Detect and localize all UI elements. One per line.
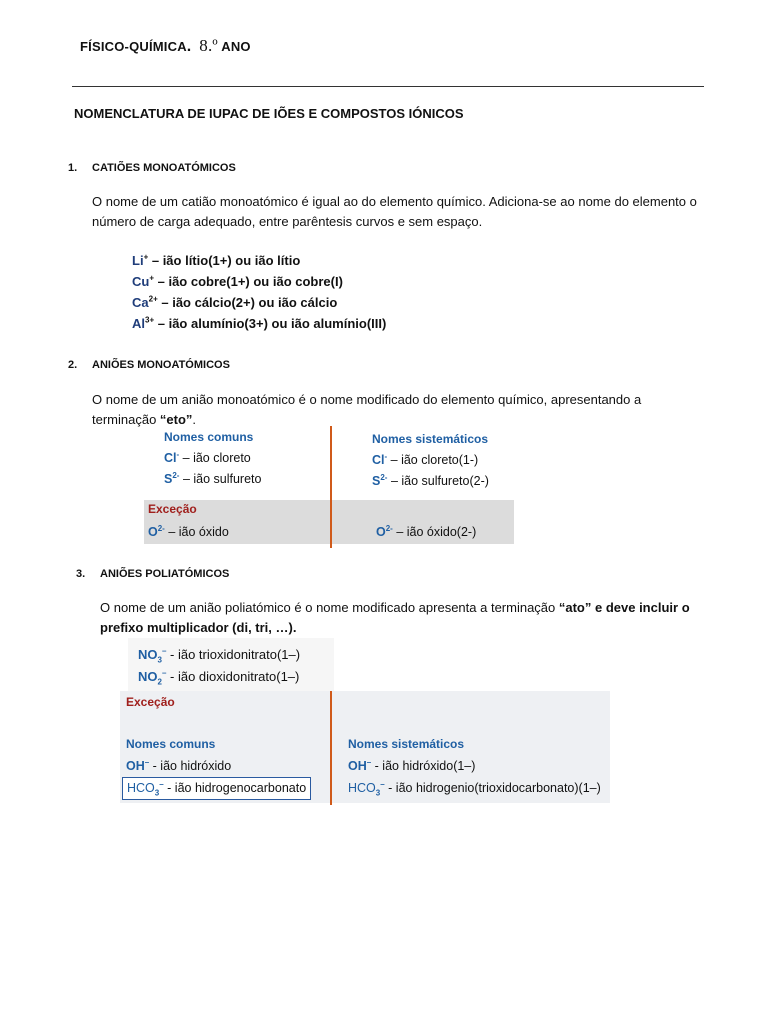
ion-name: - ião hidróxido (149, 759, 232, 773)
document-header (80, 36, 251, 56)
polyatomic-list (138, 644, 300, 688)
anion-comparison-panel (144, 426, 514, 544)
ion-symbol: NO (138, 669, 158, 684)
ion-charge: 2- (385, 523, 393, 533)
paragraph-line: O nome de um catião monoatómico é igual ao do elemento químico. Adiciona-se ao nome do elemento o (92, 194, 697, 209)
ion-charge: + (143, 252, 149, 262)
ion-charge: – (161, 668, 167, 678)
anion-item (372, 471, 489, 492)
ion-symbol: Cl (372, 453, 385, 467)
exception-label: Exceção (126, 695, 175, 709)
ion-charge: 2+ (148, 294, 158, 304)
section-title: ANIÕES MONOATÓMICOS (92, 359, 230, 371)
polyatomic-examples (128, 638, 334, 692)
section-title: CATIÕES MONOATÓMICOS (92, 162, 236, 174)
cation-list (132, 250, 386, 334)
ion-charge: + (149, 273, 155, 283)
section-1-heading (68, 162, 236, 174)
grade-word: ANO (221, 39, 251, 54)
ion-subscript: 3 (157, 655, 162, 665)
ion-symbol: O (148, 525, 158, 539)
ion-name: – ião lítio(1+) ou ião lítio (148, 253, 301, 268)
ion-charge: 2- (380, 472, 388, 482)
ion-symbol: HCO (127, 781, 155, 795)
ion-charge: - (384, 451, 388, 461)
common-names-heading: Nomes comuns (164, 430, 254, 444)
anion-item (164, 469, 261, 490)
column-divider (330, 691, 332, 805)
section-3-paragraph (100, 598, 740, 638)
ion-name: – ião cálcio(2+) ou ião cálcio (157, 295, 338, 310)
text-span: . (192, 412, 197, 427)
ion-name: – ião cloreto (179, 451, 251, 465)
header-rule (72, 86, 704, 87)
document-title: NOMENCLATURA DE IUPAC DE IÕES E COMPOSTOS IÓNICOS (74, 106, 464, 121)
exception-common (148, 522, 229, 543)
text-span: terminação (92, 412, 160, 427)
ion-name: - ião hidrogenio(trioxidocarbonato)(1–) (384, 781, 601, 795)
exception-systematic-item (348, 756, 475, 777)
cation-item (132, 271, 386, 292)
ion-name: – ião óxido(2-) (392, 525, 477, 539)
section-number: 1. (68, 162, 78, 174)
ion-symbol: OH (348, 759, 367, 773)
column-divider (330, 426, 332, 548)
ion-charge: – (159, 779, 164, 789)
ion-name: – ião sulfureto (179, 472, 262, 486)
ion-symbol: Cl (164, 451, 177, 465)
polyatomic-item (138, 666, 300, 688)
ion-name: – ião alumínio(3+) ou ião alumínio(III) (154, 316, 387, 331)
text-span: O nome de um anião poliatómico é o nome modificado apresenta a terminação (100, 600, 559, 615)
ion-charge: – (366, 757, 372, 767)
ion-charge: – (161, 646, 167, 656)
ion-name: – ião sulfureto(2-) (387, 474, 489, 488)
ion-symbol: OH (126, 759, 145, 773)
ion-name: - ião hidróxido(1–) (371, 759, 476, 773)
ion-symbol: S (164, 472, 173, 486)
emphasis-text: “ato” e deve incluir o (558, 600, 690, 615)
systematic-names-heading: Nomes sistemáticos (348, 737, 465, 751)
ion-charge: – (380, 779, 385, 789)
paragraph-line (100, 598, 740, 618)
ion-name: - ião dioxidonitrato(1–) (166, 669, 300, 684)
ion-charge: 2- (157, 523, 165, 533)
ion-symbol: Al (132, 316, 145, 331)
ion-symbol: S (372, 474, 381, 488)
anion-item (372, 450, 489, 471)
ion-name: – ião óxido (164, 525, 229, 539)
common-names-heading: Nomes comuns (126, 737, 216, 751)
ion-charge: 3+ (145, 315, 155, 325)
section-3-heading (76, 568, 229, 580)
cation-item (132, 292, 386, 313)
ion-charge: – (144, 757, 150, 767)
ion-symbol: Li (132, 253, 144, 268)
ion-symbol: Cu (132, 274, 150, 289)
paragraph-line: número de carga adequado, entre parêntesis curvos e sem espaço. (92, 214, 483, 229)
section-2-paragraph (92, 390, 722, 430)
grade-number: 8.º (199, 36, 218, 55)
emphasis-text: “eto” (159, 412, 193, 427)
exception-systematic-item (348, 778, 601, 799)
ion-subscript: 3 (154, 788, 160, 798)
ion-name: - ião trioxidonitrato(1–) (166, 647, 301, 662)
ion-name: – ião cloreto(1-) (387, 453, 479, 467)
cation-item (132, 313, 386, 334)
section-2-heading (68, 359, 230, 371)
subject-label: FÍSICO-QUÍMICA (80, 39, 187, 54)
systematic-names-heading: Nomes sistemáticos (372, 432, 489, 446)
anion-item (164, 448, 261, 469)
ion-symbol: Ca (132, 295, 149, 310)
header-dot: . (186, 38, 192, 55)
ion-charge: - (176, 449, 180, 459)
ion-subscript: 3 (375, 788, 381, 798)
common-names-list (164, 448, 261, 490)
section-title: ANIÕES POLIATÓMICOS (100, 568, 230, 580)
ion-charge: 2- (172, 470, 180, 480)
polyatomic-item (138, 644, 300, 666)
highlighted-ion-box (122, 777, 311, 800)
systematic-names-list (372, 450, 489, 492)
ion-name: – ião cobre(1+) ou ião cobre(I) (154, 274, 343, 289)
cation-item (132, 250, 386, 271)
exception-label: Exceção (148, 502, 197, 516)
ion-symbol: O (376, 525, 386, 539)
ion-subscript: 2 (157, 677, 162, 687)
ion-symbol: NO (138, 647, 158, 662)
section-number: 3. (76, 568, 86, 580)
paragraph-line: prefixo multiplicador (di, tri, …). (100, 620, 297, 635)
exception-systematic (376, 522, 476, 543)
polyatomic-exception-panel (120, 691, 610, 803)
ion-name: - ião hidrogenocarbonato (163, 781, 307, 795)
exception-common-item (126, 756, 231, 777)
section-number: 2. (68, 359, 78, 371)
section-1-paragraph (92, 192, 722, 232)
ion-symbol: HCO (348, 781, 376, 795)
paragraph-line: O nome de um anião monoatómico é o nome modificado do elemento químico, apresentando a (92, 392, 642, 407)
